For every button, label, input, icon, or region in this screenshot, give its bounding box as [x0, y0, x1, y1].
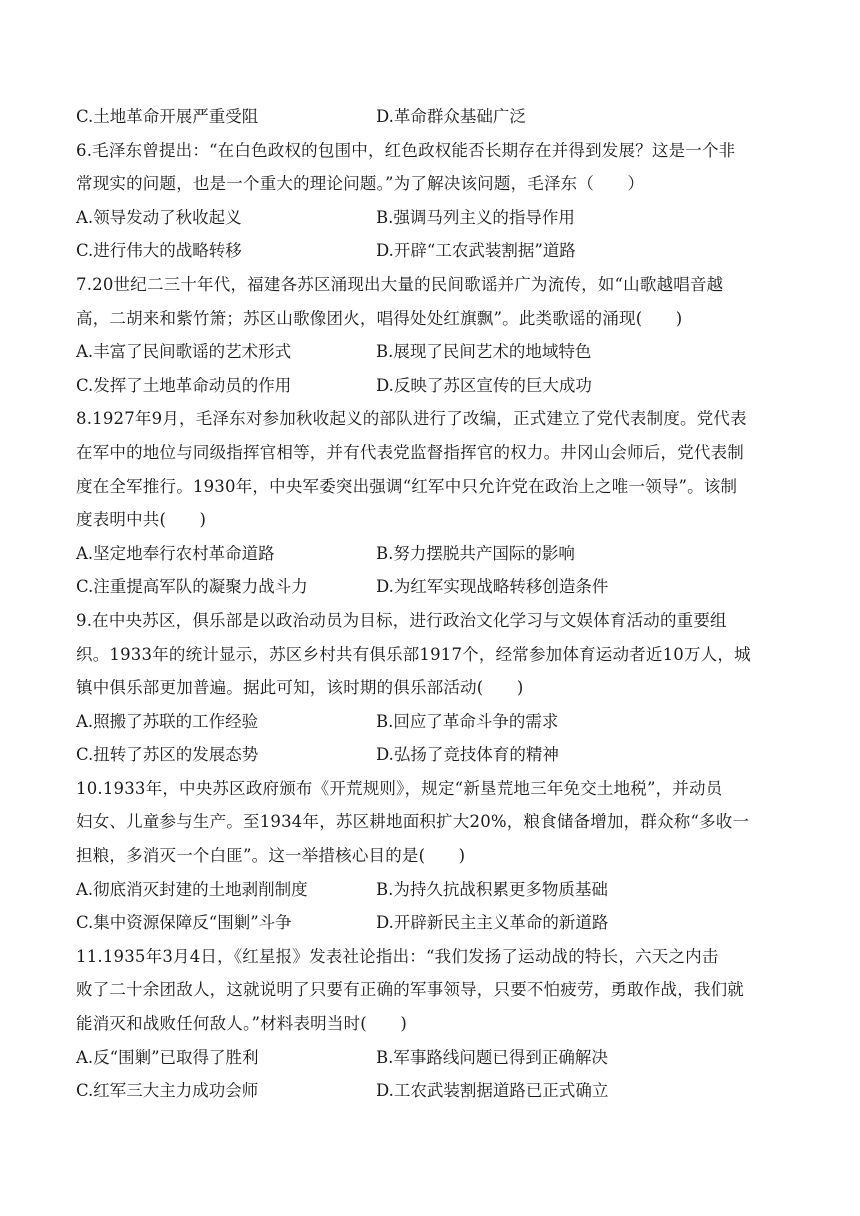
q6-option-d: D.开辟“工农武装割据”道路: [376, 241, 576, 261]
q10-options-ab: [76, 873, 786, 907]
q7-option-c: C.发挥了土地革命动员的作用: [76, 375, 292, 395]
q9-option-d: D.弘扬了竞技体育的精神: [376, 745, 559, 765]
q11-stem-line-3: 能消灭和战败任何敌人。”材料表明当时( ): [76, 1014, 407, 1034]
q8-stem-line-3: 度在全军推行。1930年，中央军委突出强调“红军中只允许党在政治上之唯一领导”。该制: [76, 476, 738, 496]
q9-stem-line-1: 9.在中央苏区，俱乐部是以政治动员为目标，进行政治文化学习与文娱体育活动的重要组: [76, 610, 727, 630]
q9-options-ab: [76, 705, 786, 739]
q6-options-cd: [76, 234, 786, 268]
q8-option-b: B.努力摆脱共产国际的影响: [376, 543, 575, 563]
question-8: [76, 402, 786, 604]
q11-stem-line-1: 11.1935年3月4日，《红星报》发表社论指出：“我们发扬了运动战的特长，六天之内击: [76, 946, 719, 966]
q5-option-d: D.革命群众基础广泛: [376, 107, 526, 126]
q8-option-c: C.注重提高军队的凝聚力战斗力: [76, 577, 308, 597]
q6-option-a: A.领导发动了秋收起义: [76, 207, 242, 227]
q10-option-d: D.开辟新民主主义革命的新道路: [376, 913, 609, 933]
q10-option-b: B.为持久抗战积累更多物质基础: [376, 879, 608, 899]
q10-stem-line-3: 担粮，多消灭一个白匪”。这一举措核心目的是( ): [76, 846, 466, 866]
q7-options-ab: [76, 335, 786, 369]
q11-stem-line-2: 败了二十余团敌人，这就说明了只要有正确的军事领导，只要不怕疲劳，勇敢作战，我们就: [76, 980, 744, 1000]
q9-option-c: C.扭转了苏区的发展态势: [76, 745, 259, 765]
q9-option-a: A.照搬了苏联的工作经验: [76, 711, 259, 731]
q11-options-cd: [76, 1074, 786, 1108]
q8-options-cd: [76, 570, 786, 604]
q11-options-ab: [76, 1041, 786, 1075]
q8-stem-line-4: 度表明中共( ): [76, 510, 207, 530]
q7-option-a: A.丰富了民间歌谣的艺术形式: [76, 342, 292, 362]
q10-option-c: C.集中资源保障反“围剿”斗争: [76, 913, 292, 933]
q6-option-c: C.进行伟大的战略转移: [76, 241, 242, 261]
question-11: [76, 940, 786, 1108]
q9-option-b: B.回应了革命斗争的需求: [376, 711, 559, 731]
q6-option-b: B.强调马列主义的指导作用: [376, 207, 575, 227]
q9-options-cd: [76, 738, 786, 772]
q10-stem-line-2: 妇女、儿童参与生产。至1934年，苏区耕地面积扩大20%，粮食储备增加，群众称“多收一: [76, 812, 750, 832]
q8-option-a: A.坚定地奉行农村革命道路: [76, 543, 275, 563]
question-10: [76, 772, 786, 940]
q9-stem-line-3: 镇中俱乐部更加普遍。据此可知，该时期的俱乐部活动( ): [76, 678, 524, 698]
q11-option-c: C.红军三大主力成功会师: [76, 1081, 259, 1101]
q7-stem-line-2: 高，二胡来和紫竹箫；苏区山歌像团火，唱得处处红旗飘”。此类歌谣的涌现( ): [76, 308, 683, 328]
q7-options-cd: [76, 369, 786, 403]
q8-options-ab: [76, 537, 786, 571]
q7-option-d: D.反映了苏区宣传的巨大成功: [376, 375, 592, 395]
q6-options-ab: [76, 201, 786, 235]
q8-stem-line-1: 8.1927年9月，毛泽东对参加秋收起义的部队进行了改编，正式建立了党代表制度。党代表: [76, 409, 747, 429]
q11-option-b: B.军事路线问题已得到正确解决: [376, 1047, 608, 1067]
q7-option-b: B.展现了民间艺术的地域特色: [376, 342, 592, 362]
question-list: [76, 100, 786, 1108]
q9-stem-line-2: 织。1933年的统计显示，苏区乡村共有俱乐部1917个，经常参加体育运动者近10万人，城: [76, 644, 751, 664]
q6-stem-line-1: 6.毛泽东曾提出：“在白色政权的包围中，红色政权能否长期存在并得到发展？这是一个非: [76, 140, 736, 160]
question-9: [76, 604, 786, 772]
q11-option-d: D.工农武装割据道路已正式确立: [376, 1081, 609, 1101]
q11-option-a: A.反“围剿”已取得了胜利: [76, 1047, 259, 1067]
q6-stem-line-2: 常现实的问题，也是一个重大的理论问题。”为了解决该问题，毛泽东（ ）: [76, 174, 645, 194]
q5-option-c: C.土地革命开展严重受阻: [76, 107, 259, 126]
q10-options-cd: [76, 906, 786, 940]
q5-options-cd: [76, 100, 786, 134]
q8-option-d: D.为红军实现战略转移创造条件: [376, 577, 609, 597]
q7-stem-line-1: 7.20世纪二三十年代，福建各苏区涌现出大量的民间歌谣并广为流传，如“山歌越唱音越: [76, 274, 724, 294]
q10-stem-line-1: 10.1933年，中央苏区政府颁布《开荒规则》，规定“新垦荒地三年免交土地税”，并动员: [76, 778, 723, 798]
q10-option-a: A.彻底消灭封建的土地剥削制度: [76, 879, 308, 899]
question-7: [76, 268, 786, 402]
q8-stem-line-2: 在军中的地位与同级指挥官相等，并有代表党监督指挥官的权力。井冈山会师后，党代表制: [76, 442, 744, 462]
question-6: [76, 134, 786, 268]
